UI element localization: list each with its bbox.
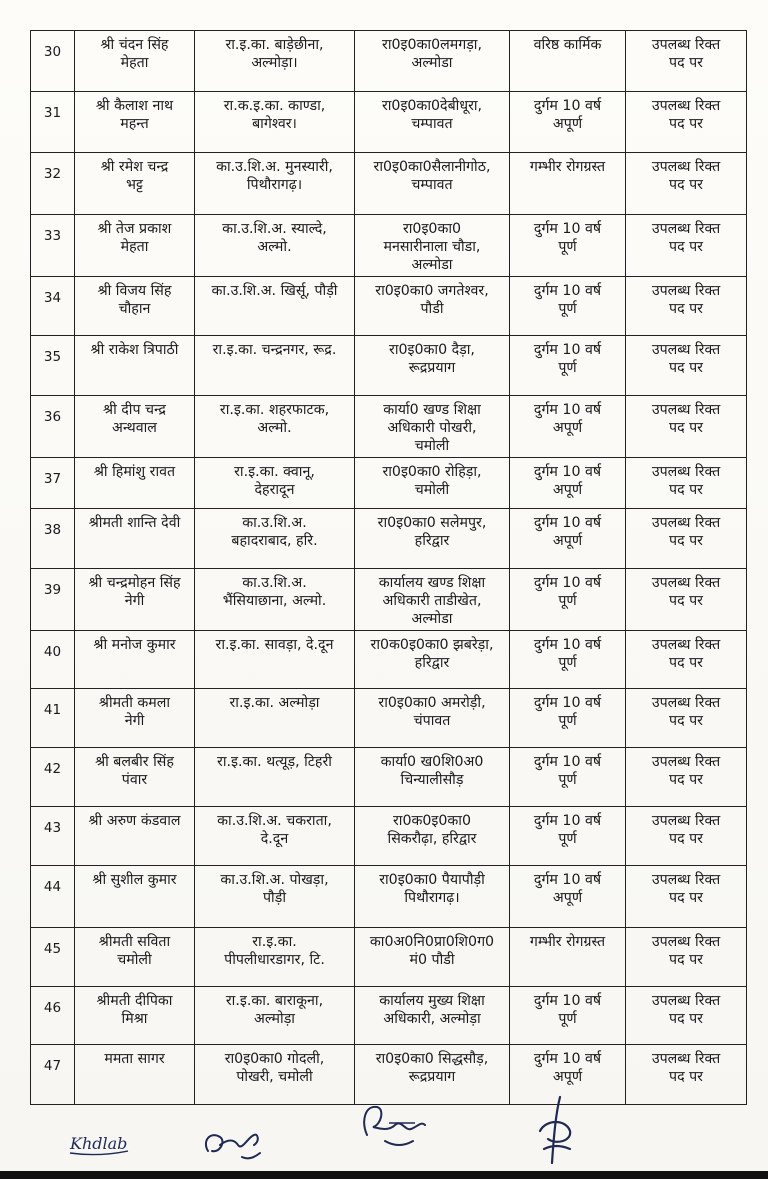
remark-cell: उपलब्ध रिक्त पद पर (626, 277, 747, 336)
reason-cell: गम्भीर रोगग्रस्त (510, 928, 626, 987)
new-posting-cell: का0अ0नि0प्रा0शि0ग0 मं0 पौडी (355, 928, 510, 987)
remark-cell: उपलब्ध रिक्त पद पर (626, 631, 747, 689)
remark-cell: उपलब्ध रिक्त पद पर (626, 928, 747, 987)
serial-number-cell: 43 (31, 807, 75, 866)
reason-cell: दुर्गम 10 वर्ष अपूर्ण (510, 92, 626, 153)
new-posting-cell: रा0इ0का0सैलानीगोठ, चम्पावत (355, 153, 510, 215)
current-posting-cell: रा.क.इ.का. काण्डा, बागेश्वर। (195, 92, 355, 153)
current-posting-cell: का.उ.शि.अ. स्याल्दे, अल्मो. (195, 215, 355, 277)
reason-cell: गम्भीर रोगग्रस्त (510, 153, 626, 215)
remark-cell: उपलब्ध रिक्त पद पर (626, 569, 747, 631)
employee-name-cell: श्री चंदन सिंह मेहता (75, 31, 195, 92)
serial-number-cell: 39 (31, 569, 75, 631)
serial-number-cell: 33 (31, 215, 75, 277)
table-row (31, 92, 747, 153)
reason-cell: दुर्गम 10 वर्ष अपूर्ण (510, 509, 626, 569)
employee-name-cell: श्री बलबीर सिंह पंवार (75, 748, 195, 807)
remark-cell: उपलब्ध रिक्त पद पर (626, 153, 747, 215)
new-posting-cell: रा0इ0का0 रोहिड़ा, चमोली (355, 458, 510, 509)
transfer-table (30, 30, 747, 1105)
current-posting-cell: रा.इ.का. बाराकूना, अल्मोड़ा (195, 987, 355, 1045)
employee-name-cell: श्रीमती सविता चमोली (75, 928, 195, 987)
employee-name-cell: श्रीमती कमला नेगी (75, 689, 195, 748)
remark-cell: उपलब्ध रिक्त पद पर (626, 987, 747, 1045)
remark-cell: उपलब्ध रिक्त पद पर (626, 92, 747, 153)
table-row (31, 866, 747, 928)
new-posting-cell: रा0क0इ0का0 सिकरौढ़ा, हरिद्वार (355, 807, 510, 866)
table-row (31, 509, 747, 569)
serial-number-cell: 46 (31, 987, 75, 1045)
signature-area (0, 1105, 768, 1179)
table-row (31, 31, 747, 92)
signature-2 (198, 1117, 268, 1167)
signature-1 (68, 1123, 146, 1163)
reason-cell: दुर्गम 10 वर्ष पूर्ण (510, 689, 626, 748)
serial-number-cell: 41 (31, 689, 75, 748)
new-posting-cell: रा0इ0का0 दैड़ा, रूद्रप्रयाग (355, 336, 510, 396)
new-posting-cell: रा0इ0का0 सलेमपुर, हरिद्वार (355, 509, 510, 569)
table-row (31, 569, 747, 631)
serial-number-cell: 30 (31, 31, 75, 92)
table-row (31, 458, 747, 509)
remark-cell: उपलब्ध रिक्त पद पर (626, 31, 747, 92)
current-posting-cell: रा.इ.का. चन्द्रनगर, रूद्र. (195, 336, 355, 396)
serial-number-cell: 47 (31, 1045, 75, 1105)
employee-name-cell: श्री विजय सिंह चौहान (75, 277, 195, 336)
new-posting-cell: कार्यालय खण्ड शिक्षा अधिकारी ताडीखेत, अल्मोडा (355, 569, 510, 631)
serial-number-cell: 40 (31, 631, 75, 689)
table-row (31, 748, 747, 807)
current-posting-cell: का.उ.शि.अ. मुनस्यारी, पिथौरागढ़। (195, 153, 355, 215)
employee-name-cell: श्रीमती दीपिका मिश्रा (75, 987, 195, 1045)
employee-name-cell: श्री मनोज कुमार (75, 631, 195, 689)
current-posting-cell: रा.इ.का. क्वानू, देहरादून (195, 458, 355, 509)
serial-number-cell: 34 (31, 277, 75, 336)
current-posting-cell: का.उ.शि.अ. खिर्सू, पौड़ी (195, 277, 355, 336)
serial-number-cell: 42 (31, 748, 75, 807)
table-row (31, 153, 747, 215)
table-row (31, 277, 747, 336)
employee-name-cell: श्रीमती शान्ति देवी (75, 509, 195, 569)
current-posting-cell: रा.इ.का. सावड़ा, दे.दून (195, 631, 355, 689)
signature-4 (526, 1093, 586, 1169)
remark-cell: उपलब्ध रिक्त पद पर (626, 1045, 747, 1105)
current-posting-cell: का.उ.शि.अ. बहादराबाद, हरि. (195, 509, 355, 569)
table-row (31, 807, 747, 866)
new-posting-cell: रा0इ0का0देबीधूरा, चम्पावत (355, 92, 510, 153)
new-posting-cell: रा0इ0का0 जगतेश्वर, पौडी (355, 277, 510, 336)
table-body (31, 31, 747, 1105)
reason-cell: वरिष्ठ कार्मिक (510, 31, 626, 92)
reason-cell: दुर्गम 10 वर्ष पूर्ण (510, 807, 626, 866)
current-posting-cell: रा.इ.का. पीपलीधारडागर, टि. (195, 928, 355, 987)
remark-cell: उपलब्ध रिक्त पद पर (626, 336, 747, 396)
table-row (31, 336, 747, 396)
new-posting-cell: रा0इ0का0 पैयापौड़ी पिथौरागढ़। (355, 866, 510, 928)
reason-cell: दुर्गम 10 वर्ष पूर्ण (510, 215, 626, 277)
table-row (31, 928, 747, 987)
employee-name-cell: श्री चन्द्रमोहन सिंह नेगी (75, 569, 195, 631)
employee-name-cell: श्री दीप चन्द्र अन्थवाल (75, 396, 195, 458)
new-posting-cell: रा0इ0का0 सिद्धसौड़, रूद्रप्रयाग (355, 1045, 510, 1105)
reason-cell: दुर्गम 10 वर्ष पूर्ण (510, 987, 626, 1045)
employee-name-cell: श्री सुशील कुमार (75, 866, 195, 928)
employee-name-cell: ममता सागर (75, 1045, 195, 1105)
remark-cell: उपलब्ध रिक्त पद पर (626, 748, 747, 807)
employee-name-cell: श्री तेज प्रकाश मेहता (75, 215, 195, 277)
new-posting-cell: रा0इ0का0लमगड़ा, अल्मोडा (355, 31, 510, 92)
current-posting-cell: रा0इ0का0 गोदली, पोखरी, चमोली (195, 1045, 355, 1105)
remark-cell: उपलब्ध रिक्त पद पर (626, 866, 747, 928)
signature-3 (355, 1095, 445, 1157)
current-posting-cell: रा.इ.का. अल्मोड़ा (195, 689, 355, 748)
svg-text:Khdlab: Khdlab (70, 1134, 128, 1153)
remark-cell: उपलब्ध रिक्त पद पर (626, 509, 747, 569)
reason-cell: दुर्गम 10 वर्ष पूर्ण (510, 748, 626, 807)
reason-cell: दुर्गम 10 वर्ष अपूर्ण (510, 458, 626, 509)
current-posting-cell: का.उ.शि.अ. भैंसियाछाना, अल्मो. (195, 569, 355, 631)
table-row (31, 396, 747, 458)
serial-number-cell: 37 (31, 458, 75, 509)
current-posting-cell: रा.इ.का. बाड़ेछीना, अल्मोड़ा। (195, 31, 355, 92)
new-posting-cell: रा0इ0का0 मनसारीनाला चौडा, अल्मोडा (355, 215, 510, 277)
serial-number-cell: 31 (31, 92, 75, 153)
employee-name-cell: श्री रमेश चन्द्र भट्ट (75, 153, 195, 215)
table-row (31, 215, 747, 277)
new-posting-cell: रा0क0इ0का0 झबरेड़ा, हरिद्वार (355, 631, 510, 689)
page-edge (0, 1171, 768, 1179)
current-posting-cell: का.उ.शि.अ. पोखड़ा, पौड़ी (195, 866, 355, 928)
remark-cell: उपलब्ध रिक्त पद पर (626, 458, 747, 509)
serial-number-cell: 32 (31, 153, 75, 215)
table-row (31, 631, 747, 689)
serial-number-cell: 36 (31, 396, 75, 458)
reason-cell: दुर्गम 10 वर्ष पूर्ण (510, 336, 626, 396)
current-posting-cell: रा.इ.का. थत्यूड़, टिहरी (195, 748, 355, 807)
current-posting-cell: रा.इ.का. शहरफाटक, अल्मो. (195, 396, 355, 458)
reason-cell: दुर्गम 10 वर्ष पूर्ण (510, 631, 626, 689)
new-posting-cell: कार्या0 खण्ड शिक्षा अधिकारी पोखरी, चमोली (355, 396, 510, 458)
serial-number-cell: 35 (31, 336, 75, 396)
employee-name-cell: श्री राकेश त्रिपाठी (75, 336, 195, 396)
remark-cell: उपलब्ध रिक्त पद पर (626, 807, 747, 866)
reason-cell: दुर्गम 10 वर्ष अपूर्ण (510, 396, 626, 458)
table-row (31, 987, 747, 1045)
remark-cell: उपलब्ध रिक्त पद पर (626, 689, 747, 748)
employee-name-cell: श्री अरुण कंडवाल (75, 807, 195, 866)
new-posting-cell: कार्या0 ख0शि0अ0 चिन्यालीसौड़ (355, 748, 510, 807)
reason-cell: दुर्गम 10 वर्ष अपूर्ण (510, 1045, 626, 1105)
current-posting-cell: का.उ.शि.अ. चकराता, दे.दून (195, 807, 355, 866)
reason-cell: दुर्गम 10 वर्ष पूर्ण (510, 277, 626, 336)
reason-cell: दुर्गम 10 वर्ष पूर्ण (510, 569, 626, 631)
new-posting-cell: रा0इ0का0 अमरोड़ी, चंपावत (355, 689, 510, 748)
new-posting-cell: कार्यालय मुख्य शिक्षा अधिकारी, अल्मोड़ा (355, 987, 510, 1045)
serial-number-cell: 44 (31, 866, 75, 928)
employee-name-cell: श्री कैलाश नाथ महन्त (75, 92, 195, 153)
table-row (31, 689, 747, 748)
employee-name-cell: श्री हिमांशु रावत (75, 458, 195, 509)
reason-cell: दुर्गम 10 वर्ष अपूर्ण (510, 866, 626, 928)
remark-cell: उपलब्ध रिक्त पद पर (626, 215, 747, 277)
serial-number-cell: 38 (31, 509, 75, 569)
remark-cell: उपलब्ध रिक्त पद पर (626, 396, 747, 458)
serial-number-cell: 45 (31, 928, 75, 987)
